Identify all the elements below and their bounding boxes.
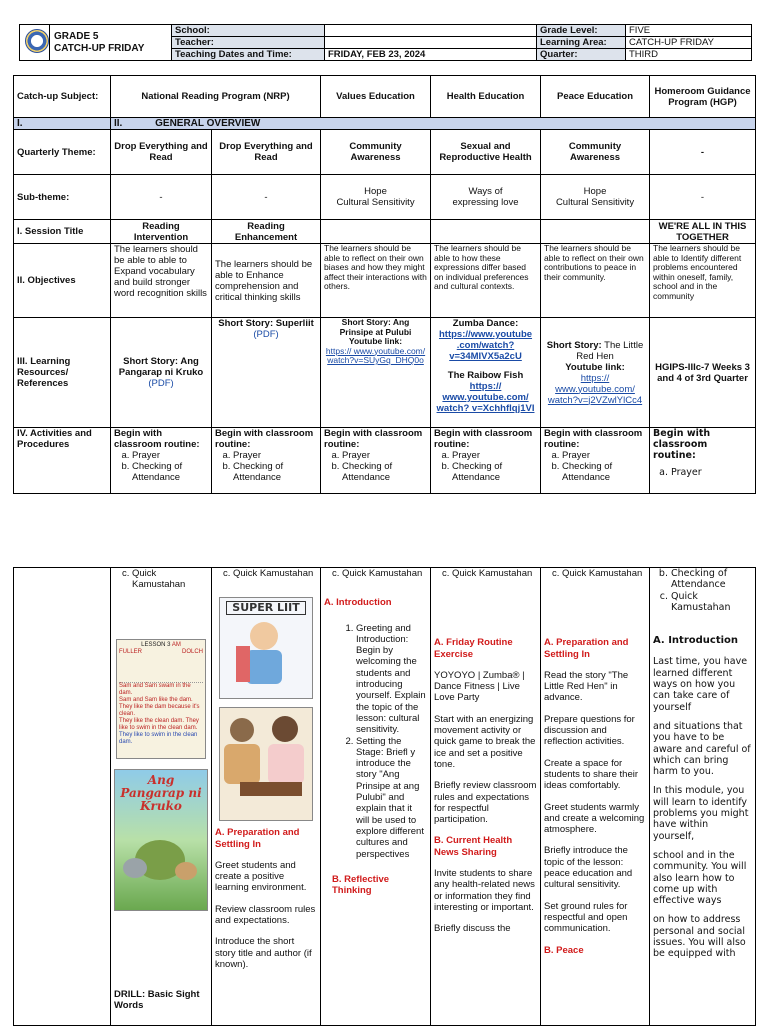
procedure-text: YOYOYO | Zumba® | Dance Fitness | Live Love Party xyxy=(434,669,525,704)
routine-list xyxy=(324,450,427,483)
routine-list xyxy=(324,568,427,579)
objective-cell: The learners should be able to reflect on their own contributions to peace in their community. xyxy=(541,244,650,318)
hgp-text: Last time, you have learned different ways on how you can take care of yourself xyxy=(653,656,748,713)
session-cell xyxy=(431,220,541,244)
dates-label: Teaching Dates and Time: xyxy=(172,49,325,61)
routine-item: a. Prayer xyxy=(233,450,317,461)
routine-list xyxy=(434,450,537,483)
objective-cell: The learners should be able to how these expressions differ based on individual preferences and cultural contexts. xyxy=(431,244,541,318)
routine-list xyxy=(114,450,208,483)
story-illustration-image xyxy=(219,707,313,821)
routine-item: b. Checking of Attendance xyxy=(671,568,752,591)
area-value: CATCH-UP FRIDAY xyxy=(626,37,752,49)
theme-cell: Community Awareness xyxy=(541,130,650,175)
procedure-text: Briefly discuss the xyxy=(434,923,511,935)
deped-seal-icon xyxy=(25,29,49,53)
band-title: GENERAL OVERVIEW xyxy=(155,118,261,129)
routine-list xyxy=(114,568,208,591)
lesson-card-line: Sam and Sam like the dam. They like the dam because it's clean. xyxy=(119,696,200,717)
section-heading: A. Introduction xyxy=(653,635,739,647)
lesson-card-line: They like to swim in the clean dam. xyxy=(119,731,198,745)
book-cover-title: Ang Pangarap ni Kruko xyxy=(120,772,202,813)
session-cell xyxy=(321,220,431,244)
book-cover-image xyxy=(114,769,208,911)
subtheme-cell: - xyxy=(111,175,212,220)
routine-item: c. Quick Kamustahan xyxy=(452,568,537,579)
procedure-text: Create a space for students to share their ideas comfortably. xyxy=(544,757,638,792)
drill-label: DRILL: Basic Sight Words xyxy=(114,988,200,1011)
header-program: CATCH-UP FRIDAY xyxy=(54,42,145,54)
section-heading: A. Preparation and Settling In xyxy=(544,637,629,660)
routine-list xyxy=(215,568,317,579)
hgp-text: on how to address personal and social issues. You will also be equipped with xyxy=(653,914,746,960)
activity-cell xyxy=(111,428,212,494)
school-label: School: xyxy=(172,25,325,37)
routine-item: b. Checking of Attendance xyxy=(132,461,208,483)
objective-cell: The learners should be able to Identify different problems encountered within oneself, family, school and in the community xyxy=(650,244,756,318)
introduction-step: 1. Greeting and Introduction: Begin by welcoming the students and introducing yourself. Explain the topic of the lesson: cultural sensitivity. xyxy=(356,623,427,736)
procedure-text: Greet students and create a positive learning environment. xyxy=(215,859,307,894)
objective-cell: The learners should be able to able to Expand vocabulary and build stronger word recognition skills xyxy=(111,244,212,318)
routine-item: b. Checking of Attendance xyxy=(342,461,427,483)
routine-item: a. Prayer xyxy=(452,450,537,461)
p2-col-health xyxy=(431,568,541,1026)
deped-seal-cell xyxy=(20,25,50,61)
resource-title: The Raibow Fish xyxy=(447,370,524,381)
youtube-link[interactable]: https:// www.youtube.com/ watch?v=j2VZwlYlCc4 xyxy=(547,372,643,406)
procedure-text: Briefly introduce the topic of the lesson: peace education and cultural sensitivity. xyxy=(544,845,633,891)
objectives-label: II. Objectives xyxy=(14,244,111,318)
routine-item: b. Checking of Attendance xyxy=(233,461,317,483)
band-i: I. xyxy=(14,118,111,130)
session-cell: WE'RE ALL IN THIS TOGETHER xyxy=(650,220,756,244)
dates-value: FRIDAY, FEB 23, 2024 xyxy=(325,49,537,61)
lesson-card-heading: LESSON 3 xyxy=(141,641,171,648)
routine-item: a. Prayer xyxy=(342,450,427,461)
session-cell xyxy=(541,220,650,244)
label-cell-empty xyxy=(14,568,111,1026)
routine-item: c. Quick Kamustahan xyxy=(562,568,646,579)
session-label: I. Session Title xyxy=(14,220,111,244)
routine-list xyxy=(544,568,646,579)
p2-col-values xyxy=(321,568,431,1026)
procedure-text: Prepare questions for discussion and reflection activities. xyxy=(544,713,635,748)
lesson-card-image xyxy=(116,639,206,759)
header-title xyxy=(50,25,172,61)
pdf-link[interactable]: (PDF) xyxy=(253,329,279,340)
quarter-label: Quarter: xyxy=(537,49,626,61)
school-value xyxy=(325,25,537,37)
lesson-card-tag: AM xyxy=(171,641,181,648)
band-ii: II. xyxy=(114,118,123,129)
procedure-text: Introduce the short story title and author (if known). xyxy=(215,936,312,970)
youtube-label: Youtube link: xyxy=(565,361,625,373)
teacher-value xyxy=(325,37,537,49)
session-cell: Reading Intervention xyxy=(111,220,212,244)
procedure-text: Review classroom rules and expectations. xyxy=(215,903,316,927)
resource-title: Short Story: Ang Prinsipe at Pulubi Youtube link: xyxy=(339,317,412,346)
lesson-card-line: Sam and Sam swam in the dam. xyxy=(119,682,191,696)
p2-col-hgp xyxy=(650,568,756,1026)
resource-label: Short Story: xyxy=(546,339,602,351)
superliit-cover-image xyxy=(219,597,313,699)
resource-cell-1 xyxy=(111,318,212,428)
routine-item: c. Quick Kamustahan xyxy=(233,568,317,579)
area-label: Learning Area: xyxy=(537,37,626,49)
youtube-link[interactable]: https:// www.youtube.com/ watch?v=SUyGq_DHQ0o xyxy=(325,345,426,365)
routine-heading: Begin with classroom routine: xyxy=(324,428,423,450)
routine-heading: Begin with classroom routine: xyxy=(434,428,533,450)
resource-cell-3 xyxy=(321,318,431,428)
hgp-text: and situations that you have to be aware and careful of which can bring harm to you. xyxy=(653,720,751,778)
routine-item: c. Quick Kamustahan xyxy=(132,568,208,591)
header-grade: GRADE 5 xyxy=(54,30,99,42)
routine-list xyxy=(434,568,537,579)
section-heading: A. Preparation and Settling In xyxy=(215,827,300,850)
subtheme-cell: Hope Cultural Sensitivity xyxy=(541,175,650,220)
subtheme-cell: - xyxy=(650,175,756,220)
lesson-plan-table-page2 xyxy=(13,567,756,1026)
resource-cell-5 xyxy=(541,318,650,428)
objective-cell: The learners should be able to Enhance comprehension and critical thinking skills xyxy=(212,244,321,318)
lesson-card-line: They like the clean dam. They like to swim in the clean dam. xyxy=(119,717,199,731)
theme-label: Quarterly Theme: xyxy=(14,130,111,175)
introduction-step: 2. Setting the Stage: Briefl y introduce the story "Ang Prinsipe at ang Pulubi" and explain that it will be used to explore different cultures and perspectives xyxy=(356,736,427,860)
routine-item: b. Checking of Attendance xyxy=(562,461,646,483)
procedure-text: Start with an energizing movement activity or quick game to break the ice and set a positive tone. xyxy=(434,713,536,770)
resource-title: The Little Red Hen xyxy=(576,339,644,362)
section-heading: B. Reflective Thinking xyxy=(332,873,390,897)
hgp-text: In this module, you will learn to identify problems you might have within yourself, xyxy=(653,785,749,842)
activity-cell xyxy=(650,428,756,494)
p2-col-nrp-intervention xyxy=(111,568,212,1026)
routine-heading: Begin with classroom routine: xyxy=(653,428,711,461)
subject-values: Values Education xyxy=(321,76,431,118)
p2-col-peace xyxy=(541,568,650,1026)
grade-label: Grade Level: xyxy=(537,25,626,37)
routine-item: b. Checking of Attendance xyxy=(452,461,537,483)
band-general-overview xyxy=(111,118,756,130)
subtheme-label: Sub-theme: xyxy=(14,175,111,220)
youtube-link[interactable]: https:// www.youtube.com/ watch? v=Xchhflqj1VI xyxy=(436,381,535,414)
theme-cell: Sexual and Reproductive Health xyxy=(431,130,541,175)
resource-cell-4 xyxy=(431,318,541,428)
resource-cell-2 xyxy=(212,318,321,428)
routine-list xyxy=(215,450,317,483)
routine-item: a. Prayer xyxy=(671,467,752,478)
routine-item: c. Quick Kamustahan xyxy=(671,591,752,614)
hgp-text: school and in the community. You will also learn how to come up with effective ways xyxy=(653,849,747,907)
procedure-text: Briefly review classroom rules and expectations for respectful participation. xyxy=(434,780,537,826)
introduction-list xyxy=(324,623,427,860)
lesson-plan-table xyxy=(13,75,756,494)
quarter-value: THIRD xyxy=(626,49,752,61)
resource-title: Short Story: Superliit xyxy=(218,318,314,329)
procedure-text: Invite students to share any health-related news or information they find interesting or important. xyxy=(434,868,535,913)
teacher-label: Teacher: xyxy=(172,37,325,49)
subject-health: Health Education xyxy=(431,76,541,118)
activity-cell xyxy=(541,428,650,494)
procedure-text: Greet students warmly and create a welcoming atmosphere. xyxy=(544,801,645,836)
routine-heading: Begin with classroom routine: xyxy=(544,428,643,450)
session-cell: Reading Enhancement xyxy=(212,220,321,244)
lesson-card-col-a: FULLER xyxy=(119,648,143,655)
activity-cell xyxy=(212,428,321,494)
activities-label: IV. Activities and Procedures xyxy=(14,428,111,494)
routine-list xyxy=(544,450,646,483)
section-heading: B. Peace xyxy=(544,944,584,956)
routine-heading: Begin with classroom routine: xyxy=(215,428,314,450)
p2-col-nrp-enhancement xyxy=(212,568,321,1026)
subject-peace: Peace Education xyxy=(541,76,650,118)
youtube-link[interactable]: https://www.youtube .com/watch? v=34MIVX5a2cU xyxy=(438,329,533,362)
section-heading: A. Introduction xyxy=(324,597,392,609)
procedure-text: Read the story "The Little Red Hen" in advance. xyxy=(544,669,629,704)
subject-nrp: National Reading Program (NRP) xyxy=(111,76,321,118)
grade-value: FIVE xyxy=(626,25,752,37)
resources-label: III. Learning Resources/ References xyxy=(14,318,111,428)
theme-cell: Drop Everything and Read xyxy=(111,130,212,175)
activity-cell xyxy=(321,428,431,494)
resource-title: Short Story: Ang Pangarap ni Kruko xyxy=(118,356,204,378)
resource-cell-6: HGIPS-IIIc-7 Weeks 3 and 4 of 3rd Quarter xyxy=(650,318,756,428)
header-table xyxy=(19,24,752,61)
routine-list xyxy=(653,467,752,478)
objective-cell: The learners should be able to reflect on their own biases and how they might affect their interactions with others. xyxy=(321,244,431,318)
subject-hgp: Homeroom Guidance Program (HGP) xyxy=(650,76,756,118)
subtheme-cell: - xyxy=(212,175,321,220)
section-heading: B. Current Health News Sharing xyxy=(434,835,513,858)
theme-cell: - xyxy=(650,130,756,175)
routine-item: c. Quick Kamustahan xyxy=(342,568,427,579)
theme-cell: Drop Everything and Read xyxy=(212,130,321,175)
pdf-link[interactable]: (PDF) xyxy=(148,378,174,389)
routine-heading: Begin with classroom routine: xyxy=(114,428,200,450)
subtheme-cell: Ways of expressing love xyxy=(431,175,541,220)
section-heading: A. Friday Routine Exercise xyxy=(434,637,513,660)
routine-item: a. Prayer xyxy=(562,450,646,461)
subject-label: Catch-up Subject: xyxy=(14,76,111,118)
routine-item: a. Prayer xyxy=(132,450,208,461)
superliit-cover-title: SUPER LIIT xyxy=(226,601,306,614)
procedure-text: Set ground rules for respectful and open communication. xyxy=(544,900,628,935)
resource-title: Zumba Dance: xyxy=(452,318,519,329)
theme-cell: Community Awareness xyxy=(321,130,431,175)
subtheme-cell: Hope Cultural Sensitivity xyxy=(321,175,431,220)
routine-list xyxy=(653,568,752,613)
lesson-card-col-b: DOLCH xyxy=(181,648,203,655)
activity-cell xyxy=(431,428,541,494)
